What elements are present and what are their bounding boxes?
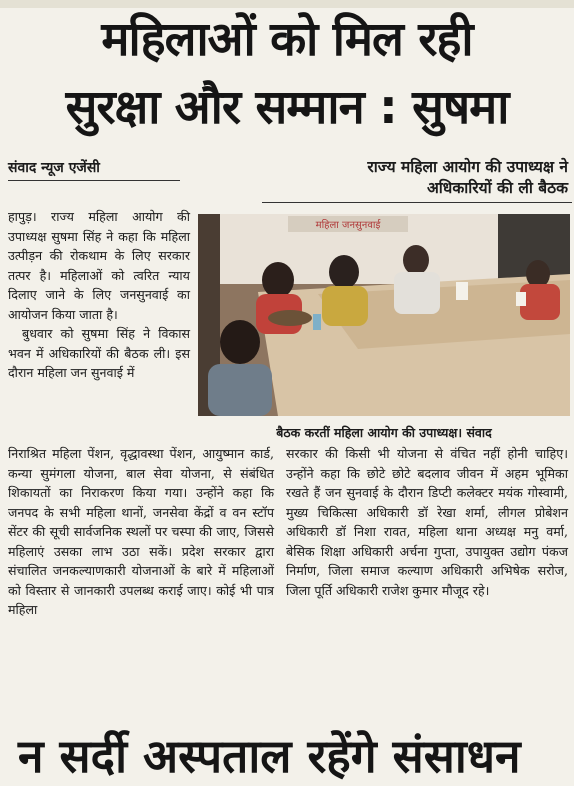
paragraph-officials: सरकार की किसी भी योजना से वंचित नहीं होनी चाहिए। उन्होंने कहा कि छोटे छोटे बदलाव जीवन में अहम भूमिका रखते हैं जन सुनवाई के दौरान डिप्टी कलेक्टर मयंक गोस्वामी, मुख्य चिकित्सा अधिकारी डॉ रेखा शर्मा, लीगल प्रोबेशन अधिकारी डॉ निशा रावत, महिला थाना अध्यक्ष मनु वर्मा, बेसिक शिक्षा अधिकारी अर्चना गुप्ता, उपायुक्त उद्योग पंकज निर्माण, जिला समाज कल्याण अधिकारी अभिषेक सरोज, जिला पूर्ति अधिकारी राजेश कुमार मौजूद रहे। (286, 446, 568, 598)
photo-caption: बैठक करतीं महिला आयोग की उपाध्यक्ष। संवाद (276, 425, 492, 440)
dateline-byline: संवाद न्यूज एजेंसी (8, 160, 100, 176)
sub-headline (262, 157, 568, 199)
next-article-headline-cropped (0, 728, 574, 783)
article-column-middle (8, 444, 274, 620)
deck-rule (262, 202, 572, 203)
photo-banner-text: महिला जनसुनवाई (315, 220, 381, 231)
meeting-photo-illustration (198, 214, 570, 416)
paragraph-intro: हापुड़। राज्य महिला आयोग की उपाध्यक्ष सुषमा सिंह ने कहा कि महिला उत्पीड़न की रोकथाम के लिए सरकार तत्पर है। महिलाओं को त्वरित न्याय दिलाए जाने के लिए जनसुनवाई का आयोजन किया जाता है। (8, 209, 190, 322)
meeting-photo (198, 214, 570, 416)
sub-headline-line-2: अधिकारियों की ली बैठक (426, 179, 568, 197)
sub-headline-line-1: राज्य महिला आयोग की उपाध्यक्ष ने (367, 158, 568, 176)
paragraph-complaints: निराश्रित महिला पेंशन, वृद्धावस्था पेंशन, आयुष्मान कार्ड, कन्या सुमंगला योजना, बाल सेवा योजना, से संबंधित शिकायतों का निराकरण किया गया। उन्होंने कहा कि जनपद के सभी महिला थानों, जनसेवा केंद्रों व वन स्टॉप सेंटर की सूची सार्वजनिक स्थलों पर चस्पा की जाए, जिससे महिलाएं उसका लाभ उठा सकें। प्रदेश सरकार द्वारा संचालित जनकल्याणकारी योजनाओं के बारे में महिलाओं को विस्तार से जानकारी उपलब्ध कराई जाए। कोई भी पात्र महिला (8, 446, 274, 617)
next-headline-fragment: न सर्दी अस्पताल रहेंगे संसाधन (18, 729, 521, 783)
article-column-right (286, 444, 568, 600)
headline (0, 6, 574, 142)
headline-line-1: महिलाओं को मिल रही (101, 12, 473, 67)
paragraph-meeting: बुधवार को सुषमा सिंह ने विकास भवन में अधिकारियों की बैठक ली। इस दौरान महिला जन सुनवाई में (8, 326, 190, 380)
headline-line-2: सुरक्षा और सम्मान : सुषमा (65, 80, 509, 135)
byline-rule (8, 180, 180, 181)
article-column-left (8, 207, 190, 383)
